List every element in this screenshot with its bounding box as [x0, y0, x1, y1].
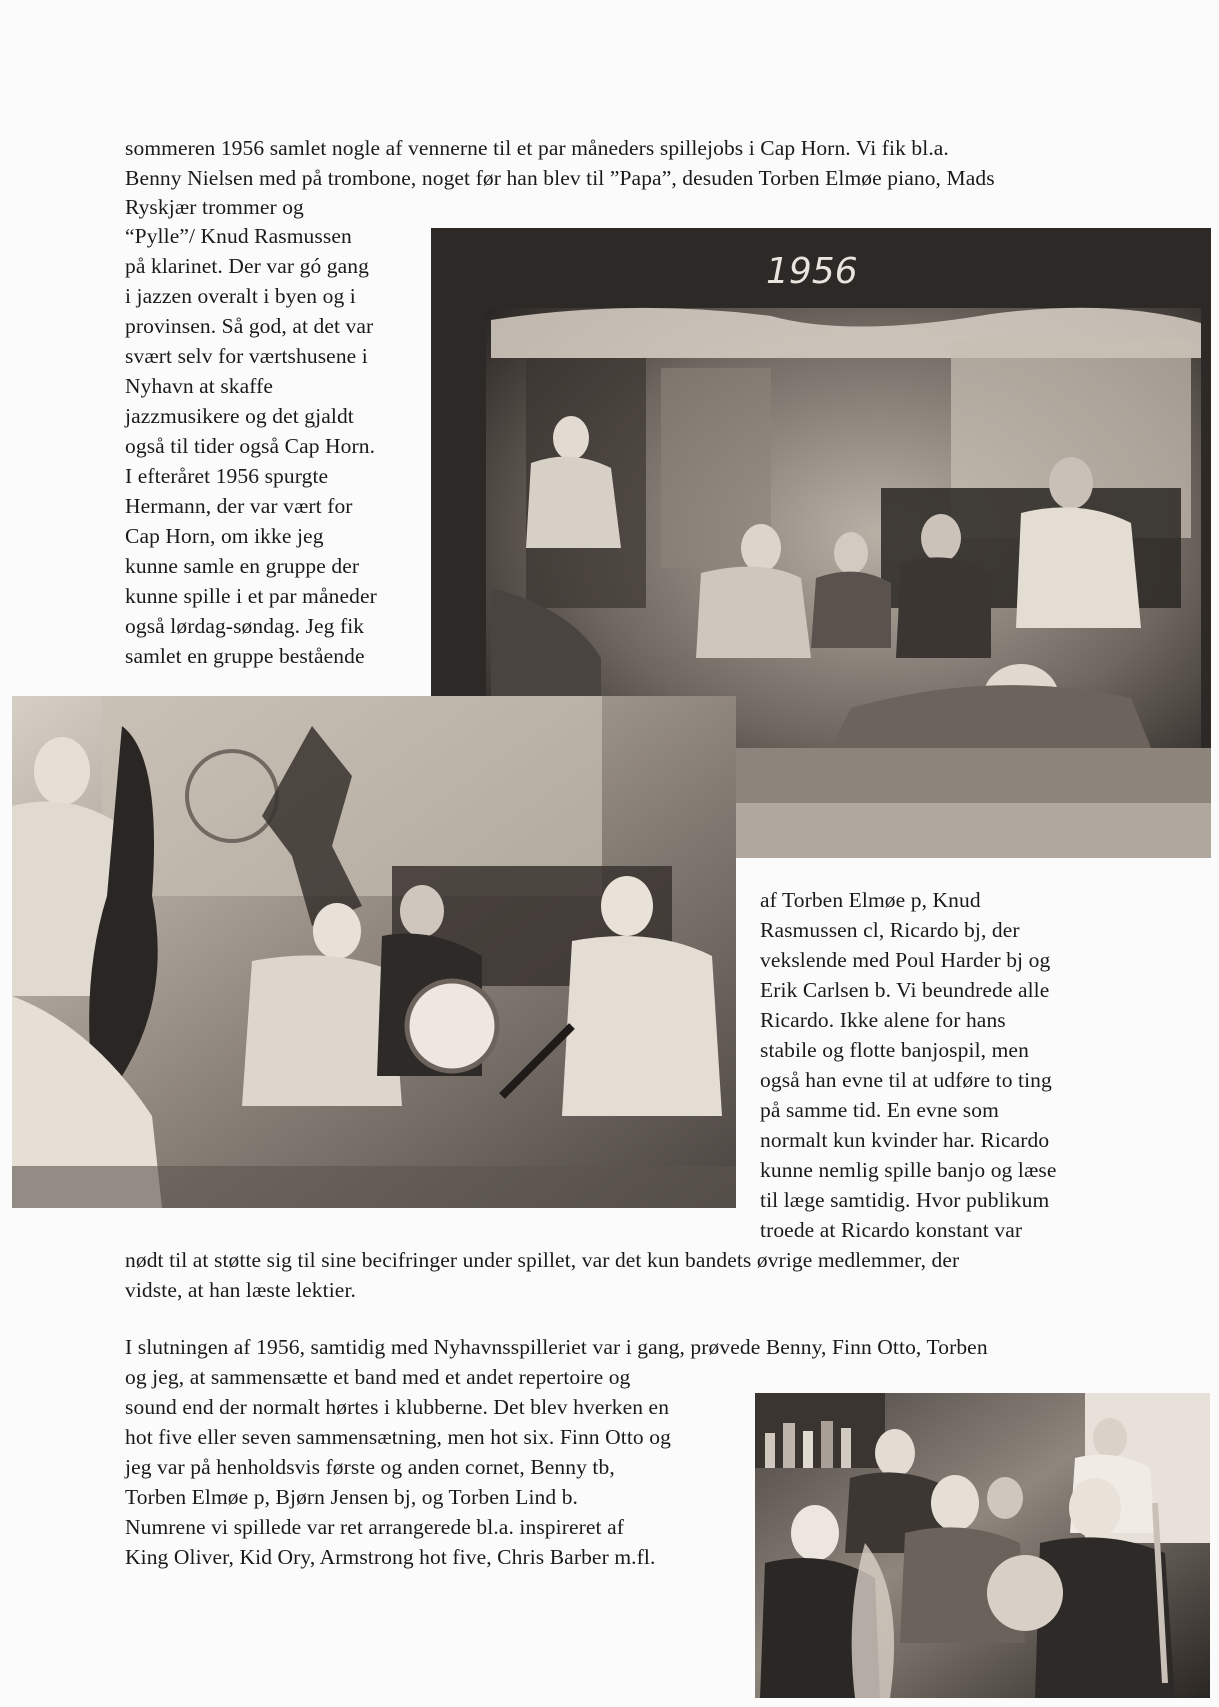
- photo-handwritten-year: 1956: [766, 251, 858, 292]
- text-line: Benny Nielsen med på trombone, noget før han blev til ”Papa”, desuden Torben Elmøe piano, Mads: [125, 166, 995, 190]
- text-line: kunne spille i et par måneder: [125, 584, 377, 608]
- text-line: I efteråret 1956 spurgte: [125, 464, 329, 488]
- text-line: svært selv for værtshusene i: [125, 344, 368, 368]
- text-line: vekslende med Poul Harder bj og: [760, 948, 1051, 972]
- text-line: “Pylle”/ Knud Rasmussen: [125, 224, 352, 248]
- text-line: hot five eller seven sammensætning, men hot six. Finn Otto og: [125, 1425, 671, 1449]
- text-line: samlet en gruppe bestående: [125, 644, 365, 668]
- text-line: kunne nemlig spille banjo og læse: [760, 1158, 1057, 1182]
- text-line: nødt til at støtte sig til sine becifringer under spillet, var det kun bandets øvrige medlemmer, der: [125, 1248, 960, 1272]
- text-line: i jazzen overalt i byen og i: [125, 284, 356, 308]
- text-line: sound end der normalt hørtes i klubberne. Det blev hverken en: [125, 1395, 670, 1419]
- text-line: Hermann, der var vært for: [125, 494, 353, 518]
- text-line: Ryskjær trommer og: [125, 195, 304, 219]
- text-line: jazzmusikere og det gjaldt: [125, 404, 354, 428]
- text-line: Rasmussen cl, Ricardo bj, der: [760, 918, 1020, 942]
- text-line: stabile og flotte banjospil, men: [760, 1038, 1029, 1062]
- text-line: kunne samle en gruppe der: [125, 554, 360, 578]
- text-line: på klarinet. Der var gó gang: [125, 254, 369, 278]
- text-line: normalt kun kvinder har. Ricardo: [760, 1128, 1050, 1152]
- text-line: Erik Carlsen b. Vi beundrede alle: [760, 978, 1050, 1002]
- photo-hot-six: [755, 1393, 1210, 1698]
- text-line: jeg var på henholdsvis første og anden cornet, Benny tb,: [125, 1455, 615, 1479]
- text-line: Torben Elmøe p, Bjørn Jensen bj, og Torben Lind b.: [125, 1485, 579, 1509]
- text-line: troede at Ricardo konstant var: [760, 1218, 1023, 1242]
- text-line: King Oliver, Kid Ory, Armstrong hot five, Chris Barber m.fl.: [125, 1545, 656, 1569]
- text-line: Nyhavn at skaffe: [125, 374, 274, 398]
- text-line: også han evne til at udføre to ting: [760, 1068, 1052, 1092]
- text-line: Cap Horn, om ikke jeg: [125, 524, 324, 548]
- text-line: Numrene vi spillede var ret arrangerede bl.a. inspireret af: [125, 1515, 624, 1539]
- photo-band-middle: [12, 696, 736, 1208]
- text-line: til læge samtidig. Hvor publikum: [760, 1188, 1050, 1212]
- text-line: I slutningen af 1956, samtidig med Nyhavnsspilleriet var i gang, prøvede Benny, Finn Otto, Torben: [125, 1335, 988, 1359]
- text-line: provinsen. Så god, at det var: [125, 314, 374, 338]
- text-line: på samme tid. En evne som: [760, 1098, 999, 1122]
- text-line: og jeg, at sammensætte et band med et andet repertoire og: [125, 1365, 631, 1389]
- text-line: af Torben Elmøe p, Knud: [760, 888, 981, 912]
- text-line: også lørdag-søndag. Jeg fik: [125, 614, 365, 638]
- text-line: sommeren 1956 samlet nogle af vennerne til et par måneders spillejobs i Cap Horn. Vi fik bl.a.: [125, 136, 949, 160]
- text-line: vidste, at han læste lektier.: [125, 1278, 356, 1302]
- text-line: også til tider også Cap Horn.: [125, 434, 376, 458]
- text-line: Ricardo. Ikke alene for hans: [760, 1008, 1006, 1032]
